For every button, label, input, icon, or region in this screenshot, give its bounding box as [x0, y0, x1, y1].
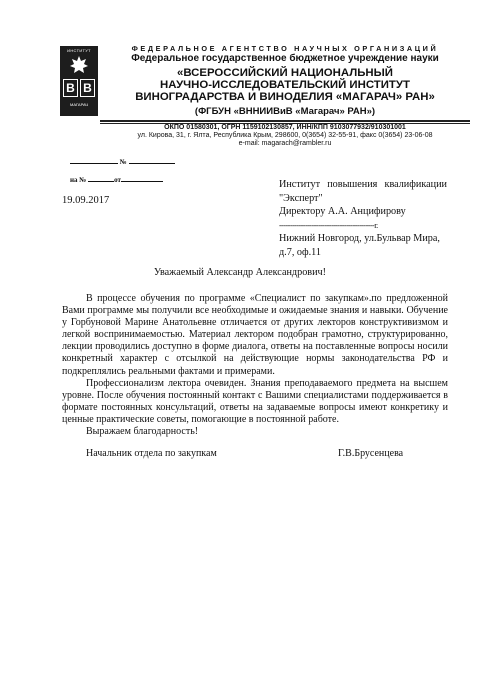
- institute-abbreviation: (ФГБУН «ВННИИВиВ «Магарач» РАН»): [194, 106, 376, 117]
- reference-line: [70, 175, 163, 184]
- body-paragraph-1: В процессе обучения по программе «Специалист по закупкам».по предложенной Вами программе мы получили все необходимые и ожидаемые знания и навыки. Обучение у Горбуновой Марине Анатольевне отличается от других лекторов конструктивизмом и легкой воспринимаемостью. Материал лектором подобран грамотно, структурированно, лекции проводились доступно в форме диалога, ответы на поставленные вопросы носили конкретный характер с отсылкой на действующие нормы законодательства РФ и подкреплялись реальными фактами и примерами.: [62, 293, 448, 377]
- number-label: №: [119, 158, 127, 166]
- institute-name-line1: «ВСЕРОССИЙСКИЙ НАЦИОНАЛЬНЫЙ: [177, 67, 393, 79]
- registration-codes: ОКПО 01580301, ОГРН 1159102130857, ИНН/КПП 9103077932/910301001: [164, 124, 406, 131]
- logo-top-text: ИНСТИТУТ: [67, 48, 91, 53]
- grape-leaf-icon: [69, 55, 89, 75]
- reference-date-blank: [121, 175, 163, 182]
- logo-bottom-text: МАГАРАЧ: [70, 102, 88, 107]
- outgoing-number-blank: [129, 157, 175, 164]
- header-divider-thick: [100, 120, 470, 122]
- addressee-line4: --------------------------------------------г.: [279, 220, 378, 230]
- institution-type: Федеральное государственное бюджетное учреждение науки: [131, 53, 439, 64]
- body-paragraph-2: Профессионализм лектора очевиден. Знания преподаваемого предмета на высшем уровне. После обучения постоянный контакт с Вашими специалистами поддерживается в формате постоянных консультаций, ответы на задаваемые вопросы имеют конкретику и ценные практические советы, помогающие в постоянной работе.: [62, 377, 448, 425]
- logo-letter-1: В: [63, 79, 78, 97]
- logo-letter-2: В: [80, 79, 95, 97]
- reference-number-blank: [88, 175, 114, 182]
- letter-body: [62, 293, 448, 438]
- institute-name-line2: НАУЧНО-ИССЛЕДОВАТЕЛЬСКИЙ ИНСТИТУТ: [160, 79, 410, 91]
- signer-position: Начальник отдела по закупкам: [86, 448, 217, 459]
- greeting: Уважаемый Александр Александрович!: [153, 267, 327, 278]
- postal-address: ул. Кирова, 31, г. Ялта, Республика Крым, 298600, 0(3654) 32-55-91, факс 0(3654) 23-06-08: [137, 132, 433, 139]
- addressee-line2: "Эксперт": [279, 192, 323, 204]
- addressee-line3: Директору А.А. Анцифирову: [279, 206, 406, 217]
- addressee-line6: д.7, оф.11: [279, 246, 321, 258]
- letter-date: 19.09.2017: [62, 195, 110, 206]
- signer-name: Г.В.Брусенцева: [338, 448, 404, 459]
- on-label: на: [70, 176, 78, 184]
- body-paragraph-3: Выражаем благодарность!: [86, 426, 199, 438]
- addressee-block: [279, 178, 447, 259]
- outgoing-date-blank: [70, 157, 118, 164]
- email-address: e-mail: magarach@rambler.ru: [238, 140, 332, 147]
- logo-letters: [63, 79, 95, 97]
- addressee-line1: Институт повышения квалификации: [279, 179, 447, 190]
- outgoing-number-line: [70, 157, 175, 166]
- institute-logo: [60, 46, 98, 116]
- institute-name-line3: ВИНОГРАДАРСТВА И ВИНОДЕЛИЯ «МАГАРАЧ» РАН»: [135, 91, 435, 103]
- from-label: от: [114, 176, 121, 184]
- number-label-2: №: [79, 176, 87, 184]
- addressee-line5: Нижний Новгород, ул.Бульвар Мира,: [279, 233, 440, 244]
- agency-name: ФЕДЕРАЛЬНОЕ АГЕНТСТВО НАУЧНЫХ ОРГАНИЗАЦИЙ: [131, 44, 439, 53]
- institute-name: [100, 67, 470, 103]
